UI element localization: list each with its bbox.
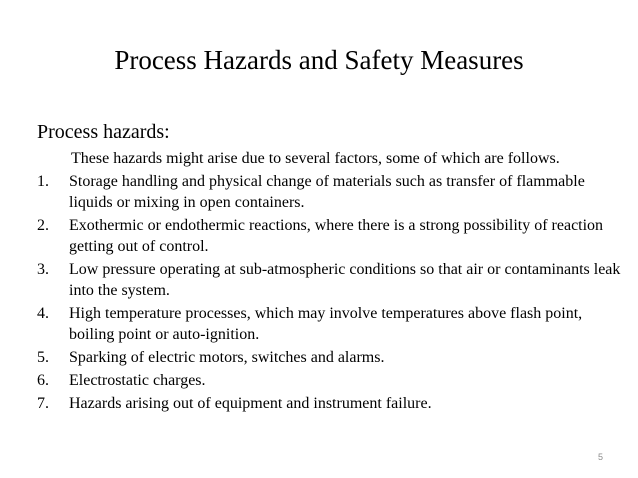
list-item	[37, 370, 627, 391]
list-item	[37, 171, 627, 213]
list-item	[37, 303, 627, 345]
list-item-text: Hazards arising out of equipment and instrument failure.	[69, 395, 432, 412]
list-item-text: Storage handling and physical change of materials such as transfer of flammable liquids or mixing in open containers.	[69, 173, 585, 211]
list-item	[37, 347, 627, 368]
hazard-list	[37, 171, 627, 416]
list-item	[37, 393, 627, 414]
page-number: 5	[597, 452, 603, 462]
list-item-number: 5.	[37, 349, 49, 366]
list-item-text: Electrostatic charges.	[69, 372, 206, 389]
list-item-number: 2.	[37, 217, 49, 234]
list-item-number: 4.	[37, 305, 49, 322]
list-item-number: 7.	[37, 395, 49, 412]
list-item-text: Low pressure operating at sub-atmospheric conditions so that air or contaminants leak into the system.	[69, 261, 621, 299]
list-item-text: Exothermic or endothermic reactions, where there is a strong possibility of reaction getting out of control.	[69, 217, 604, 255]
list-item-number: 1.	[37, 173, 49, 190]
list-item-text: High temperature processes, which may involve temperatures above flash point, boiling point or auto-ignition.	[69, 305, 583, 343]
list-item-number: 6.	[37, 372, 49, 389]
intro-text: These hazards might arise due to several factors, some of which are follows.	[71, 150, 560, 167]
list-item-text: Sparking of electric motors, switches and alarms.	[69, 349, 385, 366]
list-item	[37, 215, 627, 257]
slide-title: Process Hazards and Safety Measures	[114, 45, 524, 75]
list-item-number: 3.	[37, 261, 49, 278]
list-item	[37, 259, 627, 301]
section-heading: Process hazards:	[37, 121, 170, 143]
